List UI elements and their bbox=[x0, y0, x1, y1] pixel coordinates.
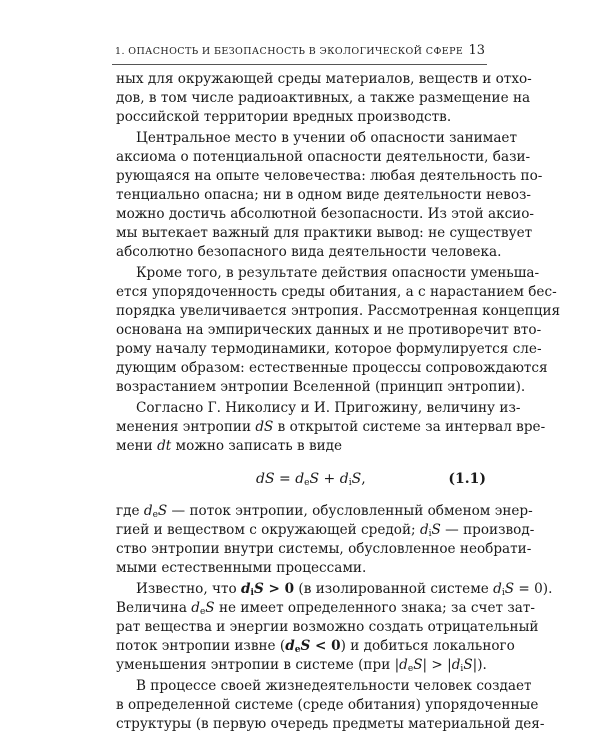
text-line: ных для окружающей среды материалов, веществ и отхо- bbox=[116, 71, 532, 87]
text-line: Величина $d_eS$ не имеет определенного знака; за счет зат- bbox=[116, 600, 535, 617]
text-line: структуры (в первую очередь предметы материальной дея- bbox=[116, 716, 545, 732]
text-line: порядка увеличивается энтропия. Рассмотренная концепция bbox=[116, 303, 561, 319]
text-line: Центральное место в учении об опасности занимает bbox=[136, 130, 517, 146]
text-line: абсолютно безопасного вида деятельности человека. bbox=[116, 244, 502, 260]
text-line: в определенной системе (среде обитания) упорядоченные bbox=[116, 697, 539, 713]
text-line: российской территории вредных производств. bbox=[116, 109, 452, 125]
text-line: гией и веществом с окружающей средой; $d_iS$ — производ- bbox=[116, 522, 535, 539]
formula-number: (1.1) bbox=[448, 471, 486, 487]
text-line: Известно, что $d_iS > 0$ (в изолированной системе $d_iS = 0$). bbox=[136, 581, 553, 598]
text-line: основана на эмпирических данных и не противоречит вто- bbox=[116, 322, 542, 338]
text-line: ство энтропии внутри системы, обусловленное необрати- bbox=[116, 541, 532, 557]
text-line: мени dt можно записать в виде bbox=[116, 438, 343, 454]
text-line: где $d_eS$ — поток энтропии, обусловленный обменом энер- bbox=[116, 503, 533, 520]
page-number: 13 bbox=[468, 43, 485, 58]
text-line: Согласно Г. Николису и И. Пригожину, величину из- bbox=[136, 400, 521, 416]
text-line: менения энтропии dS в открытой системе за интервал вре- bbox=[116, 419, 546, 435]
text-line: аксиома о потенциальной опасности деятельности, бази- bbox=[116, 149, 531, 165]
text-line: возрастанием энтропии Вселенной (принцип энтропии). bbox=[116, 379, 526, 395]
text-line: поток энтропии извне $(d_eS < 0)$ и добиться локального bbox=[116, 638, 515, 655]
formula-body: dS = $d_eS + d_iS$, bbox=[256, 471, 366, 488]
text-line: дов, в том числе радиоактивных, а также размещение на bbox=[116, 90, 531, 106]
text-line: мыми естественными процессами. bbox=[116, 560, 367, 576]
text-line: рат вещества и энергии возможно создать отрицательный bbox=[116, 619, 539, 635]
text-line: Кроме того, в результате действия опасности уменьша- bbox=[136, 265, 540, 281]
text-line: можно достичь абсолютной безопасности. Из этой аксио- bbox=[116, 206, 535, 222]
text-line: уменьшения энтропии в системе (при $|d_eS| > |d_iS|$). bbox=[116, 657, 487, 674]
text-line: мы вытекает важный для практики вывод: не существует bbox=[116, 225, 533, 241]
text-line: В процессе своей жизнедеятельности человек создает bbox=[136, 678, 532, 694]
header-rule bbox=[112, 64, 487, 65]
running-head: 1. ОПАСНОСТЬ И БЕЗОПАСНОСТЬ В ЭКОЛОГИЧЕСКОЙ СФЕРЕ bbox=[115, 46, 464, 57]
text-line: тенциально опасна; ни в одном виде деятельности невоз- bbox=[116, 187, 532, 203]
text-line: рующаяся на опыте человечества: любая деятельность по- bbox=[116, 168, 543, 184]
text-line: рому началу термодинамики, которое формулируется сле- bbox=[116, 341, 542, 357]
text-line: ется упорядоченность среды обитания, а с нарастанием бес- bbox=[116, 284, 557, 300]
text-line: дующим образом: естественные процессы сопровождаются bbox=[116, 360, 548, 376]
formula-1-1 bbox=[116, 468, 486, 490]
